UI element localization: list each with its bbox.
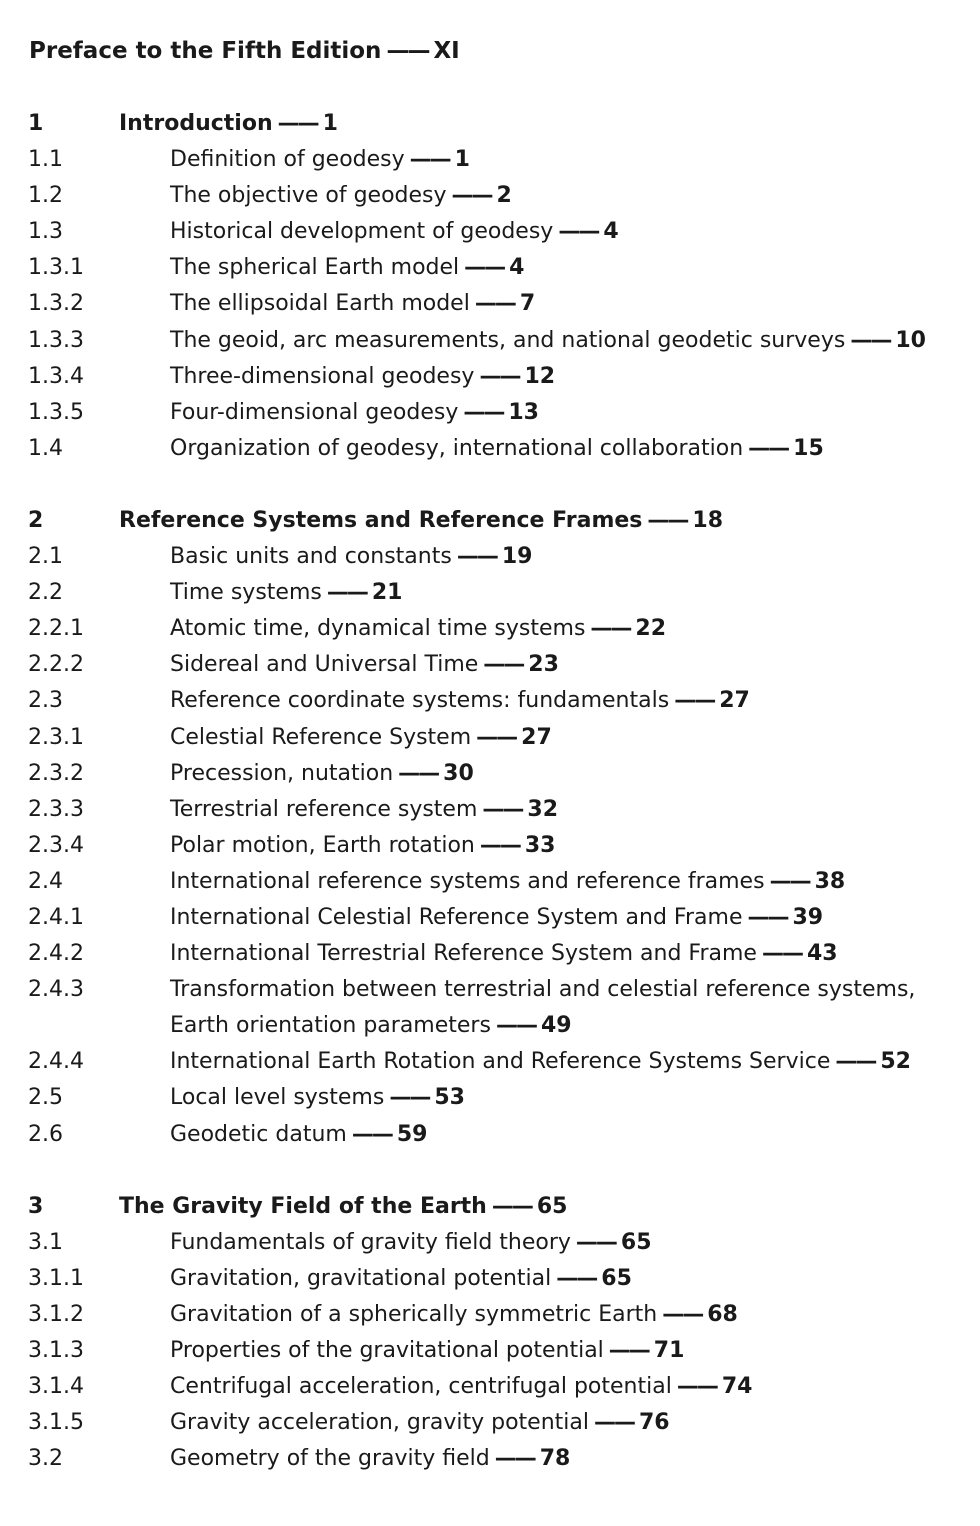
toc-entry[interactable] <box>0 683 980 719</box>
toc-entry[interactable] <box>0 972 980 1044</box>
page-number: 65 <box>601 1265 632 1291</box>
toc-entry[interactable] <box>0 1405 980 1441</box>
section-entry <box>170 1117 940 1153</box>
toc-entry[interactable] <box>0 250 980 286</box>
toc-entry[interactable] <box>0 539 980 575</box>
section-number: 2.4.3 <box>28 977 84 1003</box>
toc-entry[interactable] <box>0 1333 980 1369</box>
page-number: 19 <box>501 544 533 570</box>
section-number: 3.1.3 <box>28 1338 84 1363</box>
chapter-title: Introduction <box>119 111 273 136</box>
leader-dash: —— <box>835 1049 876 1075</box>
leader-dash: —— <box>647 507 688 533</box>
section-number: 1.2 <box>28 183 63 209</box>
section-entry <box>170 756 940 792</box>
toc-entry[interactable] <box>0 864 980 900</box>
page-number: 53 <box>434 1085 465 1111</box>
section-number: 1.3 <box>28 219 63 245</box>
leader-dash: —— <box>482 796 523 822</box>
section-entry <box>170 1080 940 1116</box>
chapter-block <box>0 503 980 1153</box>
toc-entry[interactable] <box>0 936 980 972</box>
section-number: 2.4.1 <box>28 904 84 930</box>
toc-entry[interactable] <box>0 720 980 756</box>
page-number: 32 <box>527 796 559 822</box>
chapter-heading[interactable] <box>0 106 980 142</box>
section-number: 3.1.1 <box>28 1265 84 1291</box>
section-entry <box>170 611 940 647</box>
leader-dash: —— <box>351 1121 392 1147</box>
section-number: 1.3.3 <box>28 327 84 353</box>
section-title: Atomic time, dynamical time systems <box>170 616 586 642</box>
page-number: 59 <box>396 1121 428 1147</box>
toc-entry[interactable] <box>0 286 980 322</box>
section-number: 2.3.1 <box>28 724 84 750</box>
section-entry <box>170 683 940 719</box>
section-number: 1.3.2 <box>28 291 84 317</box>
section-number: 3.1.5 <box>28 1410 84 1436</box>
leader-dash: —— <box>575 1229 616 1255</box>
section-title: Time systems <box>170 580 322 606</box>
section-number: 2.4 <box>28 868 63 894</box>
page-number: 68 <box>707 1301 738 1327</box>
section-entry <box>170 250 940 286</box>
chapter-block <box>0 1189 980 1478</box>
section-title: The spherical Earth model <box>170 255 460 281</box>
leader-dash: —— <box>479 363 520 389</box>
section-title: Basic units and constants <box>170 544 452 570</box>
section-number: 1.3.1 <box>28 255 84 281</box>
page-number: 65 <box>620 1229 652 1255</box>
toc-entry[interactable] <box>0 142 980 178</box>
leader-dash: —— <box>451 183 492 209</box>
preface-title: Preface to the Fifth Edition <box>29 38 382 64</box>
section-title: The geoid, arc measurements, and national geodetic surveys <box>170 327 846 353</box>
section-number: 2.5 <box>28 1085 63 1111</box>
toc-entry[interactable] <box>0 323 980 359</box>
section-number: 2.3.2 <box>28 760 84 786</box>
section-entry <box>170 286 940 322</box>
page-number: 1 <box>322 111 338 136</box>
section-title: International Earth Rotation and Reference Systems Service <box>170 1049 831 1075</box>
section-title: Four-dimensional geodesy <box>170 399 459 425</box>
section-title: Reference coordinate systems: fundamentals <box>170 688 670 714</box>
toc-entry[interactable] <box>0 1297 980 1333</box>
section-title: Precession, nutation <box>170 760 394 786</box>
section-entry <box>170 828 940 864</box>
page-number: 1 <box>454 147 470 173</box>
chapter-number: 3 <box>28 1193 44 1219</box>
section-title: Sidereal and Universal Time <box>170 652 479 678</box>
chapter-heading[interactable] <box>0 1189 980 1225</box>
section-number: 2.2 <box>28 580 63 606</box>
chapter-block <box>0 106 980 467</box>
section-entry <box>170 359 940 395</box>
toc-entry[interactable] <box>0 1225 980 1261</box>
leader-dash: —— <box>747 904 788 930</box>
toc-entry[interactable] <box>0 828 980 864</box>
page-number: 7 <box>519 291 536 317</box>
leader-dash: —— <box>556 1265 597 1291</box>
section-entry <box>170 864 940 900</box>
leader-dash: —— <box>850 327 891 353</box>
leader-dash: —— <box>761 941 802 967</box>
section-number: 3.2 <box>28 1446 63 1472</box>
leader-dash: —— <box>474 291 515 317</box>
page-number: 12 <box>524 363 556 389</box>
page-number: 21 <box>371 580 403 606</box>
section-title: International Celestial Reference System and Frame <box>170 904 743 930</box>
section-title: Gravitation of a spherically symmetric Earth <box>170 1301 658 1327</box>
toc-entry[interactable] <box>0 178 980 214</box>
leader-dash: —— <box>494 1446 535 1472</box>
section-title: Transformation between terrestrial and celestial reference systems, Earth orientation parameters <box>170 977 916 1039</box>
section-entry <box>170 900 940 936</box>
section-entry <box>170 1333 940 1369</box>
section-number: 2.2.2 <box>28 652 84 678</box>
page-number: 33 <box>524 832 556 858</box>
section-number: 2.4.2 <box>28 941 84 967</box>
section-entry <box>170 1441 940 1477</box>
page-number: 23 <box>528 652 559 678</box>
leader-dash: —— <box>676 1374 717 1400</box>
section-number: 3.1 <box>28 1229 63 1255</box>
page-number: 13 <box>508 399 539 425</box>
toc-entry[interactable] <box>0 359 980 395</box>
chapter-number: 1 <box>28 111 44 136</box>
section-title: Definition of geodesy <box>170 147 405 173</box>
section-entry <box>170 1225 940 1261</box>
section-title: Terrestrial reference system <box>170 796 478 822</box>
leader-dash: —— <box>479 832 520 858</box>
page-number: 39 <box>792 904 824 930</box>
chapter-heading[interactable] <box>0 503 980 539</box>
page-number: 27 <box>719 688 750 714</box>
section-title: Fundamentals of gravity field theory <box>170 1229 571 1255</box>
section-number: 2.3.4 <box>28 832 84 858</box>
section-title: Local level systems <box>170 1085 385 1111</box>
page-number: 4 <box>509 255 525 281</box>
section-title: Geodetic datum <box>170 1121 347 1147</box>
leader-dash: —— <box>456 544 497 570</box>
section-title: Three-dimensional geodesy <box>170 363 475 389</box>
section-title: International reference systems and reference frames <box>170 868 765 894</box>
leader-dash: —— <box>748 435 789 461</box>
preface-page: XI <box>433 38 460 64</box>
page-number: 74 <box>721 1374 753 1400</box>
section-title: Properties of the gravitational potential <box>170 1338 604 1363</box>
page-number: 76 <box>638 1410 670 1436</box>
section-entry <box>170 972 940 1044</box>
toc-entry[interactable] <box>0 611 980 647</box>
chapter-entry <box>119 1189 889 1225</box>
section-entry <box>170 720 940 756</box>
section-title: International Terrestrial Reference System and Frame <box>170 941 757 967</box>
leader-dash: —— <box>491 1193 532 1219</box>
leader-dash: —— <box>398 760 439 786</box>
page-number: 4 <box>603 219 619 245</box>
leader-dash: —— <box>662 1301 703 1327</box>
table-of-contents <box>0 106 980 1513</box>
leader-dash: —— <box>593 1410 634 1436</box>
page-number: 27 <box>521 724 552 750</box>
section-number: 3.1.2 <box>28 1301 84 1327</box>
leader-dash: —— <box>558 219 599 245</box>
leader-dash: —— <box>463 399 504 425</box>
section-number: 3.1.4 <box>28 1374 84 1400</box>
section-title: Gravitation, gravitational potential <box>170 1265 552 1291</box>
toc-entry[interactable] <box>0 1441 980 1477</box>
page-number: 38 <box>814 868 846 894</box>
preface-entry[interactable] <box>29 38 460 64</box>
section-title: The objective of geodesy <box>170 183 447 209</box>
leader-dash: —— <box>386 38 429 64</box>
section-entry <box>170 1261 940 1297</box>
toc-entry[interactable] <box>0 1044 980 1080</box>
page-number: 30 <box>443 760 474 786</box>
toc-entry[interactable] <box>0 214 980 250</box>
toc-entry[interactable] <box>0 1117 980 1153</box>
leader-dash: —— <box>495 1013 536 1039</box>
section-title: The ellipsoidal Earth model <box>170 291 470 317</box>
chapter-title: Reference Systems and Reference Frames <box>119 507 643 533</box>
leader-dash: —— <box>409 147 450 173</box>
section-entry <box>170 142 940 178</box>
section-entry <box>170 323 940 359</box>
page-number: 78 <box>539 1446 571 1472</box>
page-number: 15 <box>793 435 824 461</box>
section-number: 2.2.1 <box>28 616 84 642</box>
toc-entry[interactable] <box>0 756 980 792</box>
page-number: 49 <box>540 1013 572 1039</box>
toc-entry[interactable] <box>0 575 980 611</box>
section-entry <box>170 178 940 214</box>
page-number: 71 <box>653 1338 685 1363</box>
section-number: 2.3.3 <box>28 796 84 822</box>
section-entry <box>170 936 940 972</box>
leader-dash: —— <box>464 255 505 281</box>
page-number: 43 <box>806 941 838 967</box>
toc-entry[interactable] <box>0 647 980 683</box>
section-number: 1.3.4 <box>28 363 84 389</box>
section-title: Historical development of geodesy <box>170 219 554 245</box>
section-entry <box>170 647 940 683</box>
leader-dash: —— <box>608 1338 649 1363</box>
section-entry <box>170 431 940 467</box>
section-title: Centrifugal acceleration, centrifugal potential <box>170 1374 672 1400</box>
leader-dash: —— <box>326 580 367 606</box>
section-number: 2.1 <box>28 544 63 570</box>
page-number: 52 <box>880 1049 911 1075</box>
chapter-entry <box>119 106 889 142</box>
section-entry <box>170 1297 940 1333</box>
leader-dash: —— <box>483 652 524 678</box>
section-number: 2.3 <box>28 688 63 714</box>
section-entry <box>170 395 940 431</box>
leader-dash: —— <box>769 868 810 894</box>
section-entry <box>170 1044 940 1080</box>
leader-dash: —— <box>389 1085 430 1111</box>
toc-entry[interactable] <box>0 395 980 431</box>
section-number: 1.1 <box>28 147 63 173</box>
chapter-title: The Gravity Field of the Earth <box>119 1193 487 1219</box>
page-number: 2 <box>496 183 512 209</box>
section-entry <box>170 214 940 250</box>
toc-entry[interactable] <box>0 431 980 467</box>
toc-entry[interactable] <box>0 1080 980 1116</box>
section-title: Geometry of the gravity field <box>170 1446 490 1472</box>
section-title: Polar motion, Earth rotation <box>170 832 475 858</box>
section-entry <box>170 575 940 611</box>
toc-entry[interactable] <box>0 1369 980 1405</box>
section-number: 2.6 <box>28 1121 63 1147</box>
toc-entry[interactable] <box>0 900 980 936</box>
section-entry <box>170 792 940 828</box>
leader-dash: —— <box>674 688 715 714</box>
section-title: Organization of geodesy, international collaboration <box>170 435 744 461</box>
section-number: 2.4.4 <box>28 1049 84 1075</box>
section-entry <box>170 1405 940 1441</box>
section-entry <box>170 1369 940 1405</box>
section-title: Celestial Reference System <box>170 724 472 750</box>
section-number: 1.4 <box>28 435 63 461</box>
page-number: 22 <box>635 616 667 642</box>
toc-entry[interactable] <box>0 1261 980 1297</box>
section-title: Gravity acceleration, gravity potential <box>170 1410 589 1436</box>
section-entry <box>170 539 940 575</box>
page-number: 10 <box>895 327 926 353</box>
section-number: 1.3.5 <box>28 399 84 425</box>
page-number: 18 <box>692 507 724 533</box>
toc-entry[interactable] <box>0 792 980 828</box>
chapter-entry <box>119 503 889 539</box>
leader-dash: —— <box>277 111 318 136</box>
leader-dash: —— <box>476 724 517 750</box>
page-number: 65 <box>536 1193 568 1219</box>
leader-dash: —— <box>590 616 631 642</box>
chapter-number: 2 <box>28 507 44 533</box>
